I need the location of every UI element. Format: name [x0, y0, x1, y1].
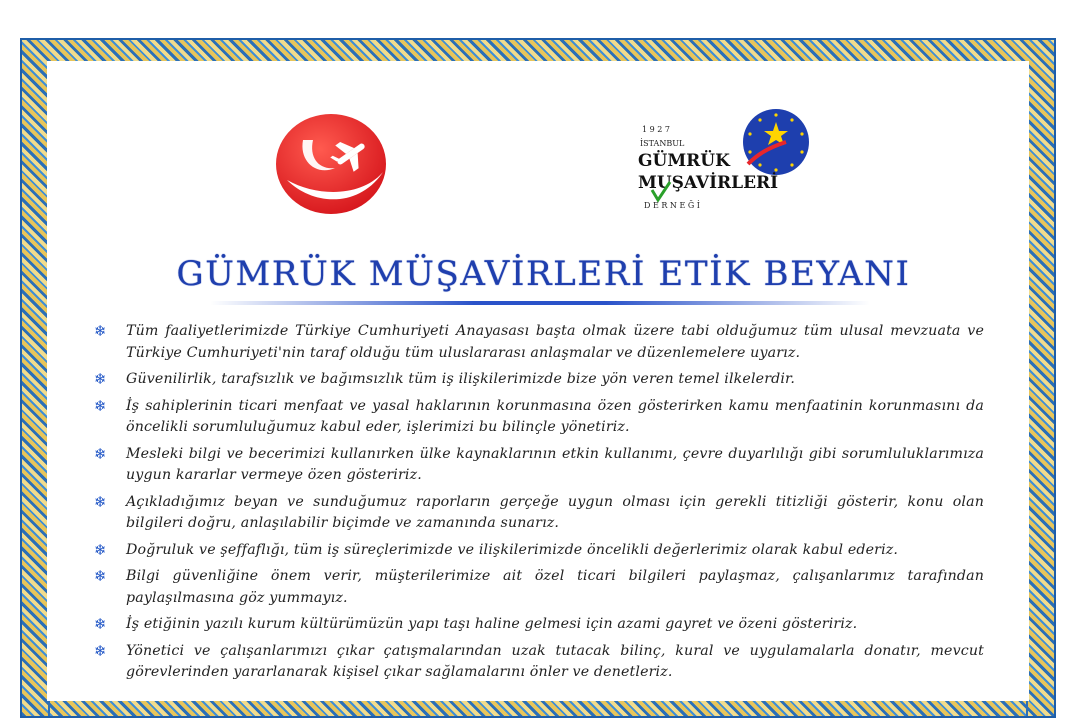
item-text: Tüm faaliyetlerimizde Türkiye Cumhuriyeti Anayasası başta olmak üzere tabi olduğumuz tüm ulusal mevzuata ve Türkiye Cumhuriyeti'nin taraf olduğu tüm uluslararası anlaşmalar ve düzenlemelere uyarız. [126, 323, 984, 361]
snowflake-bullet-icon: ❄ [94, 370, 107, 388]
item-text: İş sahiplerinin ticari menfaat ve yasal haklarının korunmasına özen gösterirken kamu menfaatinin korunmasını da öncelikli sorumluluğumuz kabul eder, işlerimizi bu bilinçle yönetiriz. [126, 397, 984, 435]
snowflake-bullet-icon: ❄ [94, 322, 107, 340]
list-item [94, 614, 984, 636]
list-item [94, 369, 984, 391]
list-item [94, 321, 984, 364]
list-item [94, 540, 984, 562]
declaration-list [94, 321, 984, 689]
title-underline [210, 301, 870, 305]
association-logo [636, 108, 822, 214]
logo-line2: MUŞAVİRLERİ [638, 173, 779, 193]
item-text: Yönetici ve çalışanlarımızı çıkar çatışmalarından uzak tutacak bilinç, kural ve uygulamalarla donatır, mevcut görevlerinden yararlanarak kişisel çıkar sağlamalarını önler ve denetleriz. [126, 642, 984, 680]
snowflake-bullet-icon: ❄ [94, 615, 107, 633]
item-text: İş etiğinin yazılı kurum kültürümüzün yapı taşı haline gelmesi için azami gayret ve özeni gösteririz. [126, 616, 858, 632]
logo-line1: GÜMRÜK [638, 151, 730, 171]
item-text: Mesleki bilgi ve becerimizi kullanırken ülke kaynaklarının etkin kullanımı, çevre duyarlılığı gibi sorumluluklarımıza uygun kararlar vermeye özen gösteririz. [126, 445, 984, 483]
list-item [94, 396, 984, 439]
logo-year-text: 1 9 2 7 [642, 125, 670, 134]
item-text: Doğruluk ve şeffaflığı, tüm iş süreçlerimizde ve ilişkilerimizde öncelikli değerlerimiz olarak kabul ederiz. [126, 541, 899, 558]
logo-city-text: İSTANBUL [640, 139, 685, 148]
snowflake-bullet-icon: ❄ [94, 396, 107, 415]
snowflake-bullet-icon: ❄ [94, 641, 107, 660]
list-item [94, 641, 984, 684]
list-item [94, 566, 984, 609]
logo-bottom-text: D E R N E Ğ İ [644, 201, 700, 210]
list-item [94, 492, 984, 535]
snowflake-bullet-icon: ❄ [94, 444, 107, 463]
list-item [94, 444, 984, 487]
item-text: Açıkladığımız beyan ve sunduğumuz raporların gerçeğe uygun olması için gerekli titizliği gösterir, konu olan bilgileri doğru, anlaşılabilir biçimde ve zamanında sunarız. [126, 493, 984, 531]
snowflake-bullet-icon: ❄ [94, 540, 107, 559]
snowflake-bullet-icon: ❄ [94, 567, 107, 585]
airline-logo [273, 110, 389, 218]
item-text: Bilgi güvenliğine önem verir, müşterilerimize ait özel ticari bilgileri paylaşmaz, çalışanlarımız tarafından paylaşılmasına göz yummayız. [126, 568, 984, 606]
item-text: Güvenilirlik, tarafsızlık ve bağımsızlık tüm iş ilişkilerimizde bize yön veren temel ilkelerdir. [126, 371, 796, 387]
snowflake-bullet-icon: ❄ [94, 492, 107, 511]
page-title: GÜMRÜK MÜŞAVİRLERİ ETİK BEYANI [176, 254, 911, 294]
